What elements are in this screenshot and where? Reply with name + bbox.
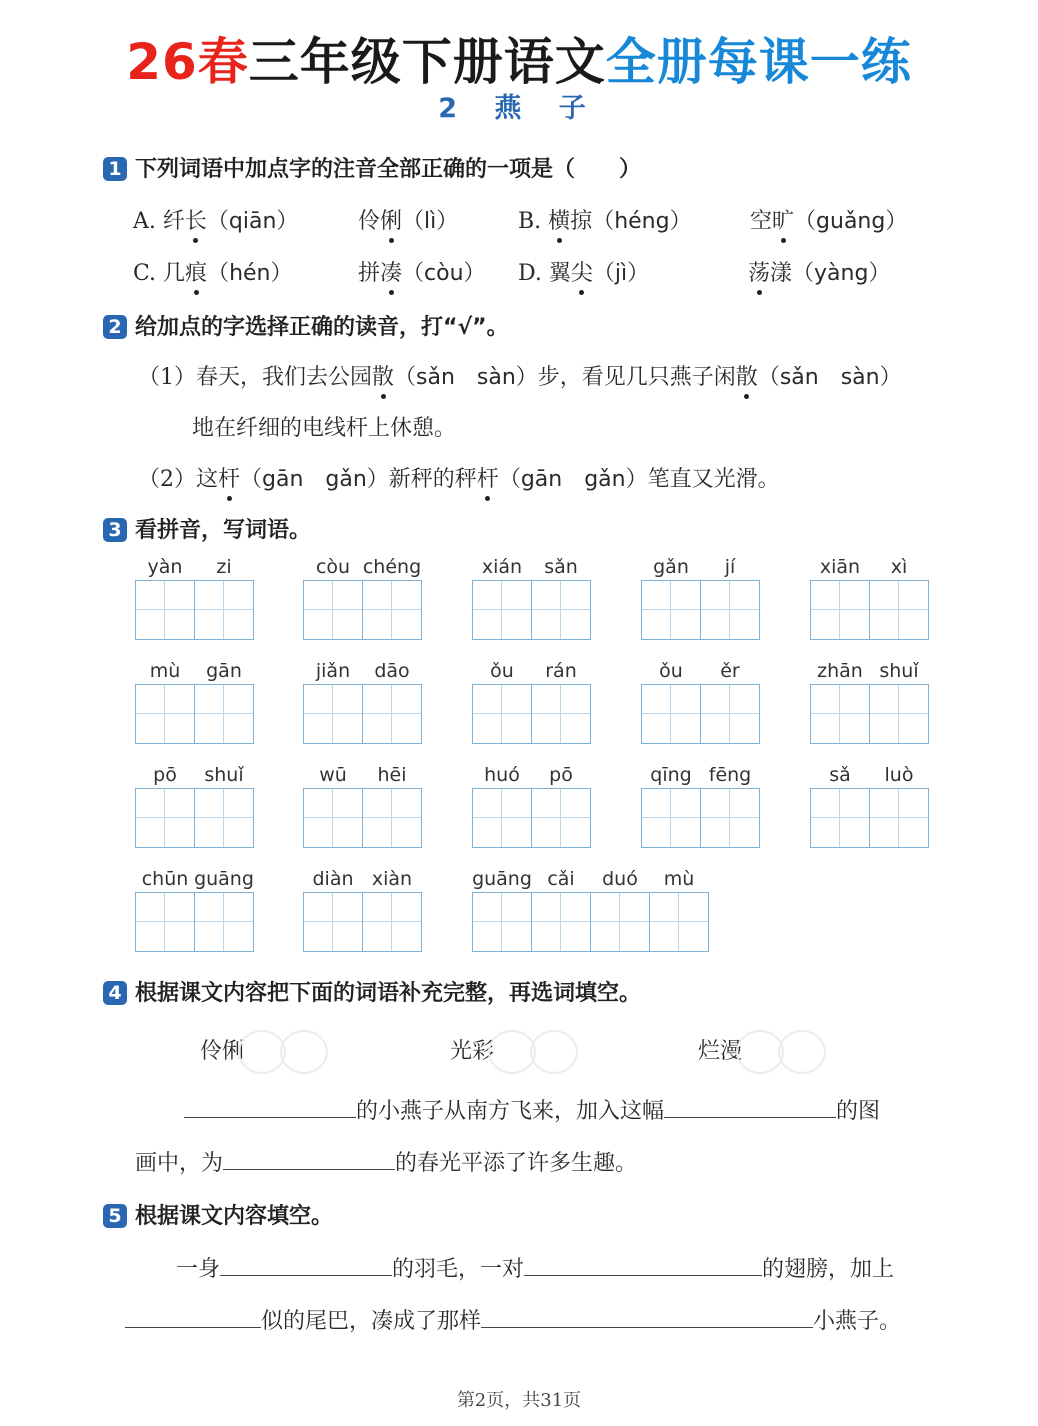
option-label: A. <box>133 209 156 234</box>
q5-heading <box>103 1199 333 1230</box>
q2-sentence-1 <box>138 360 902 391</box>
pinyin-syllable: pō <box>549 764 573 786</box>
q5-prompt: 根据课文内容填空。 <box>135 1204 334 1229</box>
writing-cells <box>472 580 590 640</box>
pinyin-syllable: zi <box>216 556 232 578</box>
pinyin-syllable: sǎ <box>829 764 851 786</box>
writing-cell[interactable] <box>362 684 422 744</box>
q4-sentence-1 <box>184 1094 880 1125</box>
q1-option-c-word2 <box>358 256 486 287</box>
pinyin-syllable: guāng <box>194 868 254 890</box>
sentence-text: 一身 <box>176 1257 221 1282</box>
sentence-text: 小燕子。 <box>813 1309 902 1334</box>
writing-cells <box>641 788 759 848</box>
writing-cell[interactable] <box>472 684 532 744</box>
fill-bubble[interactable] <box>280 1030 328 1074</box>
q4-word-1 <box>200 1030 328 1074</box>
option-pinyin: （héng） <box>592 209 692 234</box>
writing-cell[interactable] <box>641 684 701 744</box>
writing-cell[interactable] <box>649 892 709 952</box>
banner-title <box>0 22 1038 94</box>
option-word-char: 纤 <box>162 209 185 234</box>
writing-cell[interactable] <box>531 892 591 952</box>
option-word-char: 翼 <box>548 261 571 286</box>
writing-cells <box>641 684 759 744</box>
pinyin-syllable: mù <box>663 868 695 890</box>
writing-cell[interactable] <box>700 788 760 848</box>
option-label: C. <box>133 261 157 286</box>
writing-cell[interactable] <box>135 684 195 744</box>
writing-cells <box>135 892 253 952</box>
writing-cell[interactable] <box>194 892 254 952</box>
pinyin-syllable: luò <box>884 764 914 786</box>
writing-cell[interactable] <box>810 788 870 848</box>
pinyin-syllable: xì <box>890 556 908 578</box>
dotted-char: 长 <box>185 204 207 235</box>
pinyin-syllable: chéng <box>362 556 422 578</box>
sentence-text: 的图 <box>836 1099 881 1124</box>
pinyin-syllable: fēng <box>708 764 752 786</box>
answer-blank[interactable] <box>223 1169 395 1170</box>
answer-blank[interactable] <box>184 1117 356 1118</box>
writing-cells <box>135 580 253 640</box>
pinyin-syllable: duó <box>602 868 638 890</box>
option-pinyin: （guǎng） <box>794 209 908 234</box>
pinyin-syllable: xián <box>481 556 523 578</box>
writing-cell[interactable] <box>472 788 532 848</box>
q2-sentence-2 <box>138 462 780 493</box>
writing-cell[interactable] <box>810 580 870 640</box>
option-label: B. <box>518 209 542 234</box>
fill-bubble[interactable] <box>736 1030 784 1074</box>
option-pinyin: （lì） <box>402 209 459 234</box>
q1-option-c[interactable] <box>133 256 293 287</box>
q3-heading <box>103 513 311 544</box>
pinyin-syllable: jí <box>724 556 736 578</box>
writing-cell[interactable] <box>135 580 195 640</box>
writing-cell[interactable] <box>362 580 422 640</box>
q4-sentence-2 <box>135 1146 637 1177</box>
writing-cell[interactable] <box>135 892 195 952</box>
writing-cells <box>472 684 590 744</box>
banner-series: 全册每课一练 <box>605 33 912 91</box>
q4-word-2 <box>450 1030 578 1074</box>
writing-cell[interactable] <box>194 580 254 640</box>
pinyin-syllable: jiǎn <box>315 660 351 682</box>
dotted-char: 痕 <box>185 256 207 287</box>
option-pinyin: （hén） <box>207 261 293 286</box>
banner-year: 26春 <box>126 33 249 91</box>
pinyin-syllable: guāng <box>472 868 532 890</box>
dotted-char: 尖 <box>571 256 593 287</box>
writing-cells <box>303 684 421 744</box>
sentence-text: 画中，为 <box>135 1151 224 1176</box>
q4-number-badge: 4 <box>103 981 127 1005</box>
q1-heading <box>103 152 641 183</box>
pinyin-syllable: còu <box>315 556 351 578</box>
pinyin-syllable: dāo <box>374 660 410 682</box>
writing-cell[interactable] <box>869 684 929 744</box>
sentence-text: 的春光平添了许多生趣。 <box>395 1151 638 1176</box>
fill-bubble[interactable] <box>238 1030 286 1074</box>
page-footer: 第2页，共31页 <box>456 1390 582 1411</box>
option-word-char: 几 <box>163 261 186 286</box>
dotted-char: 横 <box>548 204 570 235</box>
writing-cell[interactable] <box>472 580 532 640</box>
q2-number-badge: 2 <box>103 315 127 339</box>
pinyin-syllable: xiàn <box>371 868 413 890</box>
pinyin-syllable: chūn <box>141 868 189 890</box>
q5-sentence-1 <box>176 1252 894 1283</box>
pinyin-syllable: ǒu <box>490 660 514 682</box>
q1-option-d-word2 <box>748 256 890 287</box>
q1-option-a[interactable] <box>133 204 298 235</box>
q1-number-badge: 1 <box>103 157 127 181</box>
writing-cell[interactable] <box>303 892 363 952</box>
q5-sentence-2 <box>125 1304 901 1335</box>
option-pinyin: （qiān） <box>206 209 299 234</box>
pinyin-syllable: mù <box>149 660 181 682</box>
writing-cell[interactable] <box>194 684 254 744</box>
writing-cell[interactable] <box>303 580 363 640</box>
option-word-char: 空 <box>750 209 773 234</box>
pinyin-choice[interactable]: （gān gǎn）新秤的秤 <box>240 467 477 492</box>
writing-cells <box>135 788 253 848</box>
writing-cell[interactable] <box>531 788 591 848</box>
pinyin-choice[interactable]: （sǎn sàn） <box>757 365 902 390</box>
writing-cell[interactable] <box>531 684 591 744</box>
dotted-char: 荡 <box>748 256 770 287</box>
pinyin-syllable: yàn <box>147 556 183 578</box>
q1-prompt: 下列词语中加点字的注音全部正确的一项是（ ） <box>135 157 642 182</box>
pinyin-syllable: sǎn <box>544 556 578 578</box>
writing-cells <box>810 580 928 640</box>
answer-blank[interactable] <box>524 1275 762 1276</box>
pinyin-syllable: ěr <box>720 660 740 682</box>
sentence-text: 似的尾巴，凑成了那样 <box>261 1309 482 1334</box>
writing-cell[interactable] <box>869 580 929 640</box>
answer-blank[interactable] <box>220 1275 392 1276</box>
writing-cells <box>303 580 421 640</box>
sentence-text: 的小燕子从南方飞来，加入这幅 <box>356 1099 665 1124</box>
pinyin-syllable: wū <box>319 764 347 786</box>
word-stem: 烂漫 <box>698 1039 743 1064</box>
dotted-char: 杆 <box>218 462 240 493</box>
pinyin-syllable: gān <box>206 660 242 682</box>
option-label: D. <box>518 261 542 286</box>
writing-cell[interactable] <box>641 580 701 640</box>
writing-cell[interactable] <box>303 788 363 848</box>
answer-blank[interactable] <box>481 1327 813 1328</box>
pinyin-syllable: huó <box>484 764 520 786</box>
fill-bubble[interactable] <box>488 1030 536 1074</box>
pinyin-syllable: zhān <box>817 660 863 682</box>
writing-cells <box>810 788 928 848</box>
dotted-char: 散 <box>736 360 758 391</box>
writing-cell[interactable] <box>362 788 422 848</box>
writing-cell[interactable] <box>590 892 650 952</box>
q1-option-b-word2 <box>750 204 907 235</box>
pinyin-syllable: hēi <box>377 764 407 786</box>
dotted-char: 俐 <box>380 204 402 235</box>
q1-option-b[interactable] <box>518 204 692 235</box>
pinyin-syllable: cǎi <box>547 868 575 890</box>
q4-word-3 <box>698 1030 826 1074</box>
writing-cells <box>472 892 708 952</box>
sentence-text: 的羽毛，一对 <box>392 1257 525 1282</box>
option-pinyin: （yàng） <box>792 261 891 286</box>
writing-cells <box>135 684 253 744</box>
pinyin-syllable: gǎn <box>653 556 689 578</box>
answer-blank[interactable] <box>125 1327 261 1328</box>
writing-cells <box>810 684 928 744</box>
writing-cell[interactable] <box>641 788 701 848</box>
pinyin-syllable: ǒu <box>659 660 683 682</box>
pinyin-syllable: qīng <box>650 764 692 786</box>
sentence-text: （2）这 <box>138 467 218 492</box>
q3-number-badge: 3 <box>103 518 127 542</box>
writing-cell[interactable] <box>700 684 760 744</box>
dotted-char: 散 <box>372 360 394 391</box>
writing-cell[interactable] <box>303 684 363 744</box>
writing-cells <box>303 788 421 848</box>
option-word-char: 漾 <box>770 261 793 286</box>
dotted-char: 凑 <box>380 256 402 287</box>
pinyin-syllable: xiān <box>819 556 861 578</box>
q1-option-a-word2 <box>358 204 458 235</box>
q2-heading <box>103 310 509 341</box>
writing-cell[interactable] <box>362 892 422 952</box>
dotted-char: 旷 <box>772 204 794 235</box>
writing-cells <box>641 580 759 640</box>
pinyin-syllable: shuǐ <box>879 660 919 682</box>
writing-cell[interactable] <box>531 580 591 640</box>
writing-cell[interactable] <box>194 788 254 848</box>
writing-cell[interactable] <box>135 788 195 848</box>
lesson-title: 2 燕 子 <box>438 93 600 124</box>
q4-heading <box>103 976 641 1007</box>
banner-grade: 三年级下册语文 <box>248 33 606 91</box>
q1-option-d[interactable] <box>518 256 649 287</box>
pinyin-syllable: shuǐ <box>204 764 244 786</box>
q2-sentence-1-continuation: 地在纤细的电线杆上休憩。 <box>192 416 457 441</box>
q5-number-badge: 5 <box>103 1204 127 1228</box>
pinyin-syllable: pō <box>153 764 177 786</box>
writing-cell[interactable] <box>869 788 929 848</box>
option-word-char: 拼 <box>358 261 381 286</box>
answer-blank[interactable] <box>664 1117 836 1118</box>
pinyin-syllable: diàn <box>312 868 354 890</box>
word-stem: 伶俐 <box>200 1039 245 1064</box>
writing-cells <box>303 892 421 952</box>
pinyin-syllable: rán <box>545 660 577 682</box>
fill-bubble[interactable] <box>530 1030 578 1074</box>
option-pinyin: （còu） <box>402 261 486 286</box>
writing-cell[interactable] <box>472 892 532 952</box>
q4-prompt: 根据课文内容把下面的词语补充完整，再选词填空。 <box>135 981 642 1006</box>
option-word-char: 伶 <box>358 209 381 234</box>
writing-cell[interactable] <box>810 684 870 744</box>
pinyin-choice[interactable]: （gān gǎn）笔直又光滑。 <box>498 467 780 492</box>
sentence-text: 的翅膀，加上 <box>762 1257 895 1282</box>
pinyin-choice[interactable]: （sǎn sàn）步，看见几只燕子闲 <box>394 365 736 390</box>
fill-bubble[interactable] <box>778 1030 826 1074</box>
writing-cell[interactable] <box>700 580 760 640</box>
dotted-char: 杆 <box>477 462 499 493</box>
writing-cells <box>472 788 590 848</box>
sentence-text: （1）春天，我们去公园 <box>138 365 372 390</box>
option-pinyin: （jì） <box>592 261 650 286</box>
q3-prompt: 看拼音，写词语。 <box>135 518 312 543</box>
q2-prompt: 给加点的字选择正确的读音，打“√”。 <box>135 315 509 340</box>
word-stem: 光彩 <box>450 1039 495 1064</box>
option-word-char: 掠 <box>570 209 593 234</box>
